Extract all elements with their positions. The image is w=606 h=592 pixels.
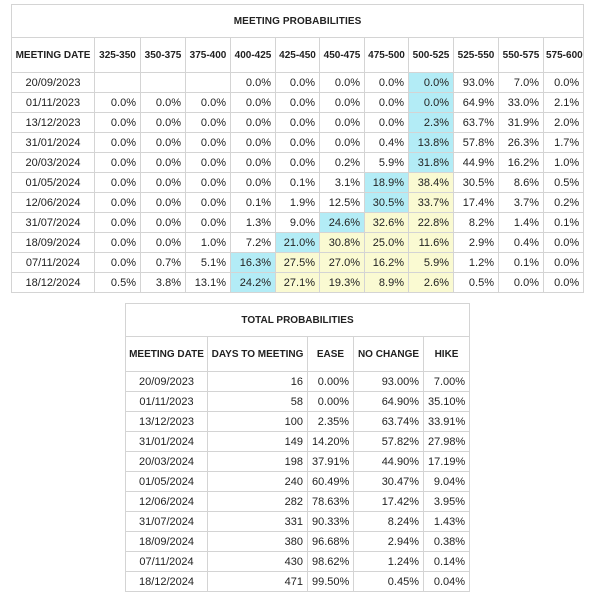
table-row (12, 233, 584, 253)
probability-cell: 16.2% (499, 153, 544, 173)
probability-cell: 18.9% (365, 173, 409, 193)
meeting-date-cell: 31/01/2024 (126, 432, 208, 452)
probability-cell: 0.1% (276, 173, 320, 193)
meeting-date-cell: 18/12/2024 (12, 273, 95, 293)
probability-cell: 0.0% (544, 73, 584, 93)
probability-cell: 0.0% (95, 113, 141, 133)
probability-cell (95, 73, 141, 93)
probability-cell: 0.0% (231, 173, 276, 193)
probability-cell: 25.0% (365, 233, 409, 253)
probability-cell: 0.0% (186, 173, 231, 193)
probability-cell: 11.6% (409, 233, 454, 253)
meeting-date-cell: 18/09/2024 (12, 233, 95, 253)
value-cell: 2.94% (354, 532, 424, 552)
probability-cell: 2.3% (409, 113, 454, 133)
probability-cell: 1.0% (544, 153, 584, 173)
value-cell: 17.19% (424, 452, 470, 472)
value-cell: 30.47% (354, 472, 424, 492)
probability-cell: 0.0% (141, 133, 186, 153)
probability-cell: 31.9% (499, 113, 544, 133)
probability-cell: 2.0% (544, 113, 584, 133)
probability-cell: 0.2% (320, 153, 365, 173)
probability-cell: 1.4% (499, 213, 544, 233)
meeting-date-cell: 18/12/2024 (126, 572, 208, 592)
probability-cell: 17.4% (454, 193, 499, 213)
probability-cell: 64.9% (454, 93, 499, 113)
probability-cell: 0.0% (186, 193, 231, 213)
value-cell: 9.04% (424, 472, 470, 492)
probability-cell: 0.0% (499, 273, 544, 293)
value-cell: 96.68% (308, 532, 354, 552)
probability-cell: 0.0% (95, 253, 141, 273)
table-row (126, 472, 470, 492)
probability-cell: 0.0% (186, 133, 231, 153)
meeting-date-cell: 31/07/2024 (126, 512, 208, 532)
probability-cell: 13.8% (409, 133, 454, 153)
probability-cell: 7.2% (231, 233, 276, 253)
table-row (12, 133, 584, 153)
column-header: MEETING DATE (12, 38, 95, 73)
probability-cell (186, 73, 231, 93)
probability-cell: 5.9% (365, 153, 409, 173)
probability-cell: 8.6% (499, 173, 544, 193)
probability-cell: 63.7% (454, 113, 499, 133)
probability-cell: 0.0% (186, 153, 231, 173)
probability-cell: 0.1% (544, 213, 584, 233)
probability-cell: 0.0% (231, 133, 276, 153)
table-row (126, 392, 470, 412)
meeting-date-cell: 01/11/2023 (126, 392, 208, 412)
probability-cell: 0.0% (544, 253, 584, 273)
probability-cell: 38.4% (409, 173, 454, 193)
column-header: 325-350 (95, 38, 141, 73)
column-header: 500-525 (409, 38, 454, 73)
probability-cell: 0.0% (231, 113, 276, 133)
probability-cell: 0.0% (95, 133, 141, 153)
value-cell: 240 (208, 472, 308, 492)
column-header: 425-450 (276, 38, 320, 73)
table-row (12, 153, 584, 173)
probability-cell: 0.0% (186, 213, 231, 233)
probability-cell: 8.9% (365, 273, 409, 293)
value-cell: 60.49% (308, 472, 354, 492)
probability-cell: 0.5% (454, 273, 499, 293)
table-row (126, 372, 470, 392)
probability-cell: 21.0% (276, 233, 320, 253)
probability-cell: 0.4% (499, 233, 544, 253)
probability-cell: 0.0% (186, 113, 231, 133)
probability-cell: 0.7% (141, 253, 186, 273)
probability-cell: 0.0% (141, 213, 186, 233)
meeting-probabilities-title: MEETING PROBABILITIES (12, 5, 584, 38)
probability-cell: 16.3% (231, 253, 276, 273)
meeting-date-cell: 01/05/2024 (12, 173, 95, 193)
value-cell: 2.35% (308, 412, 354, 432)
probability-cell: 30.8% (320, 233, 365, 253)
meeting-probabilities-header-row (12, 38, 584, 73)
table-row (12, 213, 584, 233)
value-cell: 471 (208, 572, 308, 592)
meeting-date-cell: 13/12/2023 (12, 113, 95, 133)
probability-cell: 0.0% (95, 93, 141, 113)
column-header: 400-425 (231, 38, 276, 73)
value-cell: 99.50% (308, 572, 354, 592)
probability-cell: 93.0% (454, 73, 499, 93)
value-cell: 3.95% (424, 492, 470, 512)
value-cell: 93.00% (354, 372, 424, 392)
value-cell: 7.00% (424, 372, 470, 392)
meeting-date-cell: 12/06/2024 (126, 492, 208, 512)
probability-cell: 1.9% (276, 193, 320, 213)
probability-cell: 0.0% (141, 113, 186, 133)
value-cell: 33.91% (424, 412, 470, 432)
column-header: 450-475 (320, 38, 365, 73)
probability-cell: 0.4% (365, 133, 409, 153)
table-row (12, 253, 584, 273)
probability-cell: 5.1% (186, 253, 231, 273)
probability-cell: 44.9% (454, 153, 499, 173)
probability-cell: 0.0% (95, 233, 141, 253)
probability-cell: 27.0% (320, 253, 365, 273)
value-cell: 8.24% (354, 512, 424, 532)
probability-cell: 2.1% (544, 93, 584, 113)
column-header: DAYS TO MEETING (208, 337, 308, 372)
probability-cell: 0.0% (231, 73, 276, 93)
table-row (126, 432, 470, 452)
value-cell: 90.33% (308, 512, 354, 532)
value-cell: 0.14% (424, 552, 470, 572)
probability-cell: 2.9% (454, 233, 499, 253)
probability-cell: 0.0% (141, 173, 186, 193)
meeting-date-cell: 20/09/2023 (12, 73, 95, 93)
value-cell: 27.98% (424, 432, 470, 452)
column-header: 350-375 (141, 38, 186, 73)
probability-cell: 22.8% (409, 213, 454, 233)
column-header: HIKE (424, 337, 470, 372)
total-probabilities-header-row (126, 337, 470, 372)
probability-cell: 24.6% (320, 213, 365, 233)
column-header: 375-400 (186, 38, 231, 73)
probability-cell: 0.0% (365, 73, 409, 93)
probability-cell: 0.0% (186, 93, 231, 113)
table-row (12, 273, 584, 293)
probability-cell: 0.1% (231, 193, 276, 213)
probability-cell: 30.5% (454, 173, 499, 193)
column-header: 575-600 (544, 38, 584, 73)
meeting-date-cell: 01/11/2023 (12, 93, 95, 113)
probability-cell: 7.0% (499, 73, 544, 93)
probability-cell: 26.3% (499, 133, 544, 153)
value-cell: 0.45% (354, 572, 424, 592)
probability-cell: 0.0% (95, 153, 141, 173)
probability-cell: 0.0% (231, 153, 276, 173)
column-header: EASE (308, 337, 354, 372)
probability-cell: 57.8% (454, 133, 499, 153)
value-cell: 430 (208, 552, 308, 572)
probability-cell: 0.0% (276, 93, 320, 113)
meeting-date-cell: 20/03/2024 (126, 452, 208, 472)
probability-cell: 0.0% (276, 133, 320, 153)
table-row (12, 93, 584, 113)
value-cell: 57.82% (354, 432, 424, 452)
meeting-date-cell: 18/09/2024 (126, 532, 208, 552)
probability-cell: 0.0% (365, 93, 409, 113)
probability-cell: 0.0% (276, 73, 320, 93)
value-cell: 198 (208, 452, 308, 472)
value-cell: 0.04% (424, 572, 470, 592)
table-row (12, 73, 584, 93)
value-cell: 1.43% (424, 512, 470, 532)
probability-cell: 0.0% (95, 193, 141, 213)
probability-cell: 0.2% (544, 193, 584, 213)
meeting-date-cell: 07/11/2024 (12, 253, 95, 273)
value-cell: 380 (208, 532, 308, 552)
probability-cell: 5.9% (409, 253, 454, 273)
probability-cell: 0.0% (544, 233, 584, 253)
probability-cell: 0.0% (276, 113, 320, 133)
value-cell: 14.20% (308, 432, 354, 452)
value-cell: 0.38% (424, 532, 470, 552)
table-row (12, 173, 584, 193)
probability-cell: 0.0% (141, 233, 186, 253)
probability-cell: 2.6% (409, 273, 454, 293)
meeting-date-cell: 13/12/2023 (126, 412, 208, 432)
value-cell: 37.91% (308, 452, 354, 472)
meeting-date-cell: 20/03/2024 (12, 153, 95, 173)
column-header: 525-550 (454, 38, 499, 73)
probability-cell: 0.0% (409, 93, 454, 113)
probability-cell: 32.6% (365, 213, 409, 233)
value-cell: 16 (208, 372, 308, 392)
probability-cell: 8.2% (454, 213, 499, 233)
probability-cell: 16.2% (365, 253, 409, 273)
probability-cell: 0.0% (365, 113, 409, 133)
value-cell: 1.24% (354, 552, 424, 572)
value-cell: 35.10% (424, 392, 470, 412)
value-cell: 0.00% (308, 392, 354, 412)
probability-cell: 0.0% (231, 93, 276, 113)
probability-cell: 24.2% (231, 273, 276, 293)
probability-cell: 31.8% (409, 153, 454, 173)
probability-cell: 0.0% (141, 193, 186, 213)
column-header: MEETING DATE (126, 337, 208, 372)
probability-cell: 0.0% (544, 273, 584, 293)
probability-cell: 9.0% (276, 213, 320, 233)
probability-cell: 0.0% (409, 73, 454, 93)
probability-cell: 0.1% (499, 253, 544, 273)
value-cell: 78.63% (308, 492, 354, 512)
probability-cell: 30.5% (365, 193, 409, 213)
value-cell: 98.62% (308, 552, 354, 572)
probability-cell: 3.8% (141, 273, 186, 293)
value-cell: 17.42% (354, 492, 424, 512)
total-probabilities-title: TOTAL PROBABILITIES (126, 304, 470, 337)
probability-cell: 1.7% (544, 133, 584, 153)
probability-cell: 27.5% (276, 253, 320, 273)
probability-cell: 0.5% (544, 173, 584, 193)
probability-cell: 0.0% (320, 93, 365, 113)
value-cell: 64.90% (354, 392, 424, 412)
meeting-date-cell: 07/11/2024 (126, 552, 208, 572)
meeting-date-cell: 31/01/2024 (12, 133, 95, 153)
probability-cell: 1.3% (231, 213, 276, 233)
meeting-date-cell: 20/09/2023 (126, 372, 208, 392)
table-row (126, 492, 470, 512)
value-cell: 44.90% (354, 452, 424, 472)
probability-cell: 3.7% (499, 193, 544, 213)
probability-cell: 0.0% (95, 173, 141, 193)
value-cell: 331 (208, 512, 308, 532)
table-row (126, 512, 470, 532)
meeting-date-cell: 01/05/2024 (126, 472, 208, 492)
probability-cell: 0.0% (95, 213, 141, 233)
table-row (12, 113, 584, 133)
table-row (126, 572, 470, 592)
table-row (12, 193, 584, 213)
probability-cell: 0.0% (141, 153, 186, 173)
probability-cell (141, 73, 186, 93)
table-row (126, 412, 470, 432)
probability-cell: 1.2% (454, 253, 499, 273)
column-header: 475-500 (365, 38, 409, 73)
column-header: 550-575 (499, 38, 544, 73)
value-cell: 100 (208, 412, 308, 432)
probability-cell: 0.0% (320, 133, 365, 153)
value-cell: 58 (208, 392, 308, 412)
meeting-date-cell: 12/06/2024 (12, 193, 95, 213)
probability-cell: 0.0% (320, 73, 365, 93)
probability-cell: 0.0% (141, 93, 186, 113)
value-cell: 282 (208, 492, 308, 512)
probability-cell: 3.1% (320, 173, 365, 193)
probability-cell: 27.1% (276, 273, 320, 293)
meeting-probabilities-table (11, 4, 584, 293)
table-row (126, 552, 470, 572)
probability-cell: 19.3% (320, 273, 365, 293)
value-cell: 149 (208, 432, 308, 452)
probability-cell: 33.7% (409, 193, 454, 213)
probability-cell: 0.5% (95, 273, 141, 293)
probability-cell: 13.1% (186, 273, 231, 293)
value-cell: 0.00% (308, 372, 354, 392)
column-header: NO CHANGE (354, 337, 424, 372)
meeting-date-cell: 31/07/2024 (12, 213, 95, 233)
probability-cell: 33.0% (499, 93, 544, 113)
value-cell: 63.74% (354, 412, 424, 432)
total-probabilities-table (125, 303, 470, 592)
probability-cell: 12.5% (320, 193, 365, 213)
table-row (126, 532, 470, 552)
probability-cell: 0.0% (276, 153, 320, 173)
probability-cell: 1.0% (186, 233, 231, 253)
probability-cell: 0.0% (320, 113, 365, 133)
table-row (126, 452, 470, 472)
